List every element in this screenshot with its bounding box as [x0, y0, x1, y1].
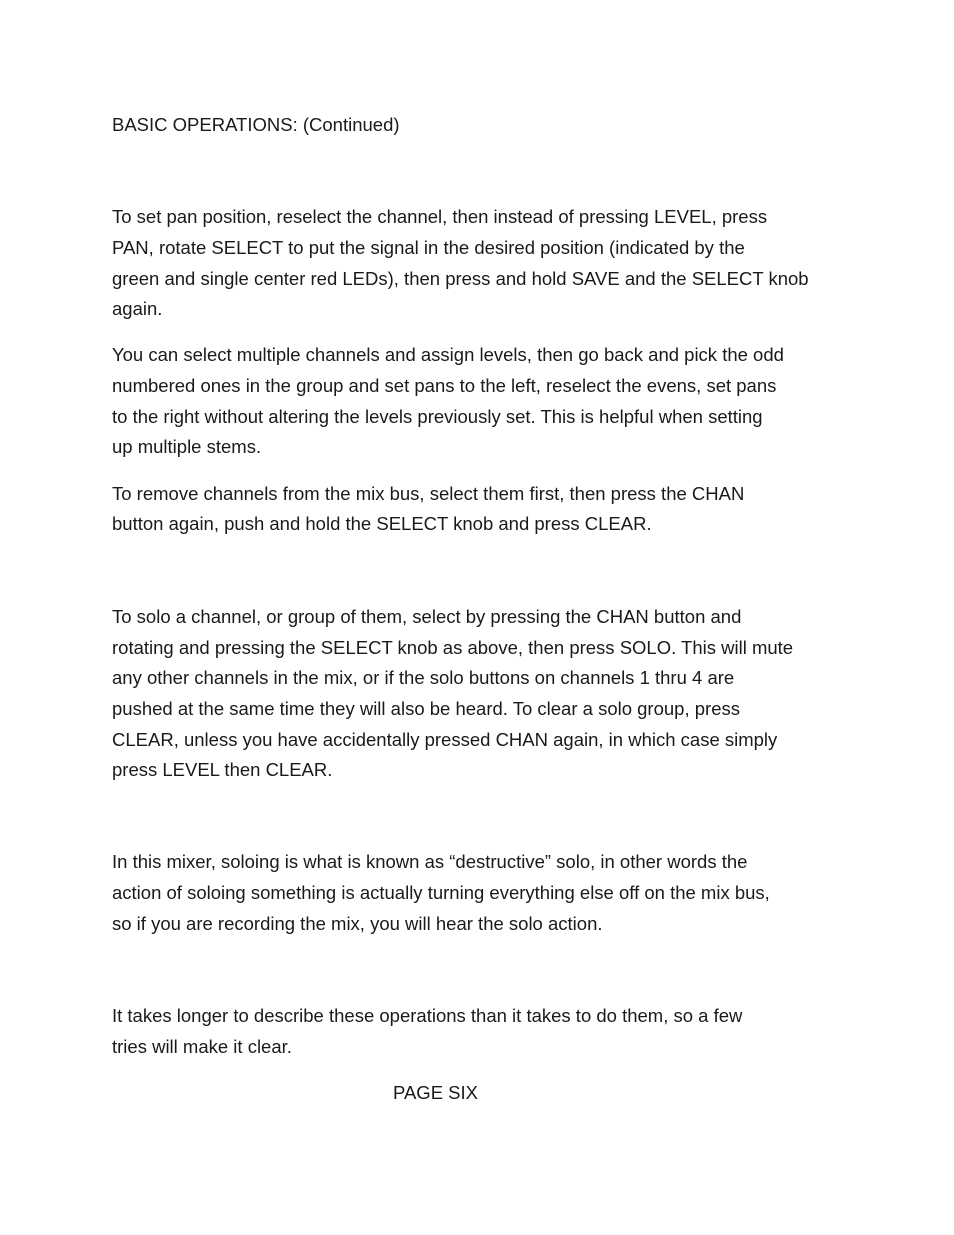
- paragraph-4-line-1: To solo a channel, or group of them, select by pressing the CHAN button and: [112, 606, 742, 627]
- paragraph-4-line-2: rotating and pressing the SELECT knob as above, then press SOLO. This will mute: [112, 637, 794, 658]
- paragraph-1-line-1: To set pan position, reselect the channel, then instead of pressing LEVEL, press: [112, 206, 768, 227]
- paragraph-6-line-1: It takes longer to describe these operations than it takes to do them, so a few: [112, 1005, 743, 1026]
- paragraph-1-line-4: again.: [112, 298, 163, 319]
- page-number-footer: PAGE SIX: [393, 1082, 478, 1103]
- paragraph-4-line-4: pushed at the same time they will also be heard. To clear a solo group, press: [112, 698, 740, 719]
- paragraph-5-line-2: action of soloing something is actually turning everything else off on the mix bus,: [112, 882, 770, 903]
- paragraph-1-line-3: green and single center red LEDs), then press and hold SAVE and the SELECT knob: [112, 268, 809, 289]
- paragraph-3-line-1: To remove channels from the mix bus, select them first, then press the CHAN: [112, 483, 745, 504]
- paragraph-6-line-2: tries will make it clear.: [112, 1036, 292, 1057]
- page-heading: BASIC OPERATIONS: (Continued): [112, 114, 400, 135]
- paragraph-4-line-5: CLEAR, unless you have accidentally pressed CHAN again, in which case simply: [112, 729, 778, 750]
- paragraph-5-line-1: In this mixer, soloing is what is known as “destructive” solo, in other words the: [112, 851, 748, 872]
- paragraph-2-line-3: to the right without altering the levels previously set. This is helpful when setting: [112, 406, 763, 427]
- paragraph-3-line-2: button again, push and hold the SELECT knob and press CLEAR.: [112, 513, 652, 534]
- paragraph-2-line-1: You can select multiple channels and assign levels, then go back and pick the odd: [112, 344, 784, 365]
- paragraph-4-line-3: any other channels in the mix, or if the solo buttons on channels 1 thru 4 are: [112, 667, 735, 688]
- paragraph-2-line-4: up multiple stems.: [112, 436, 262, 457]
- paragraph-4-line-6: press LEVEL then CLEAR.: [112, 759, 333, 780]
- paragraph-5-line-3: so if you are recording the mix, you will hear the solo action.: [112, 913, 603, 934]
- paragraph-2-line-2: numbered ones in the group and set pans to the left, reselect the evens, set pans: [112, 375, 777, 396]
- paragraph-1-line-2: PAN, rotate SELECT to put the signal in the desired position (indicated by the: [112, 237, 745, 258]
